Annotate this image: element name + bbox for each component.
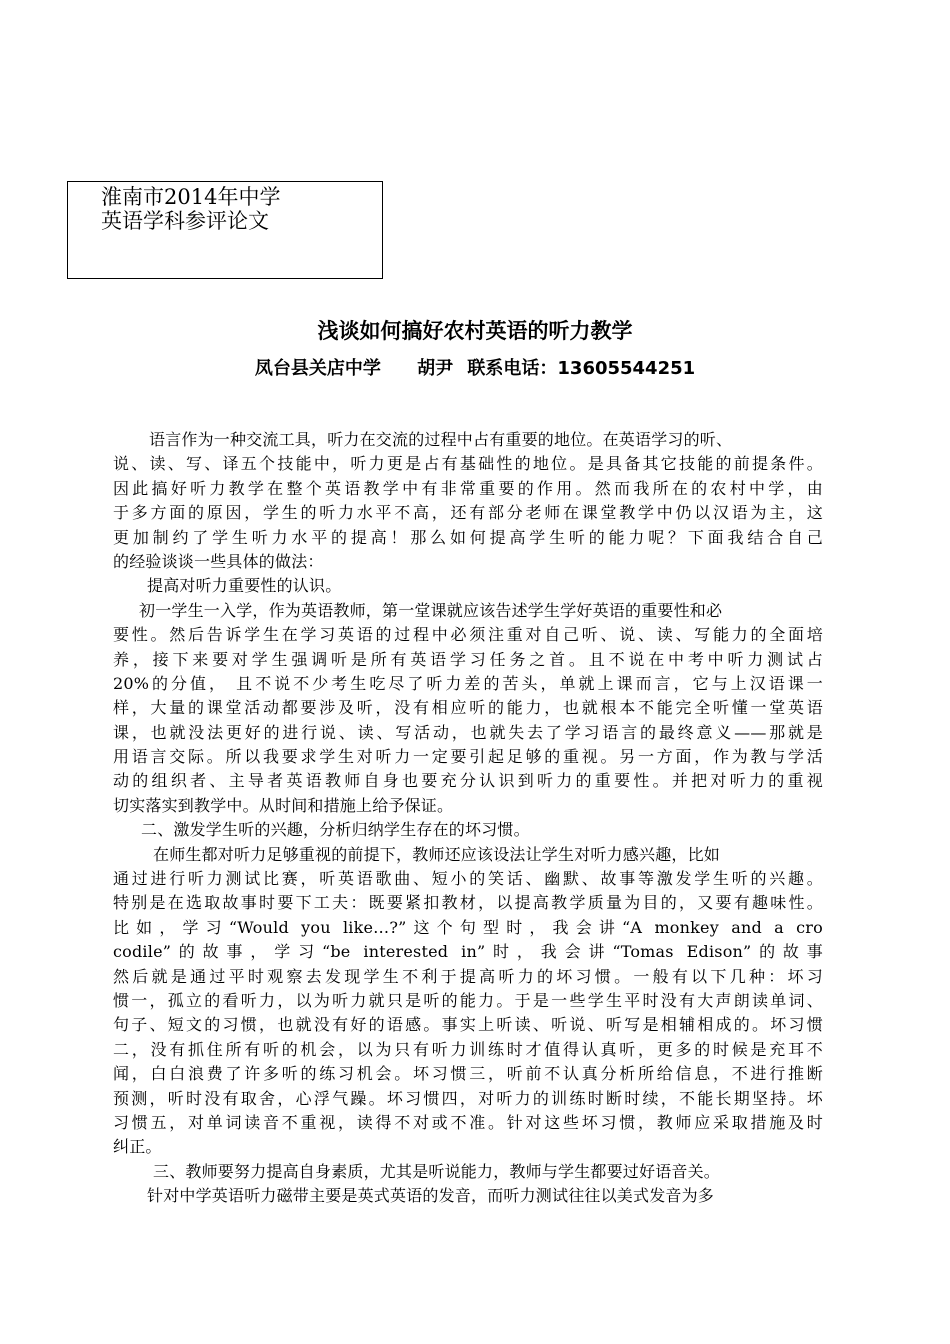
author-byline: [0, 355, 950, 383]
body-line: 20%的分值， 且不说不少考生吃尽了听力差的苦头，单就上课而言，它与上汉语课一: [113, 673, 823, 693]
body-line: 然后就是通过平时观察去发现学生不利于提高听力的坏习惯。一般有以下几种：坏习: [113, 966, 823, 986]
body-line: 闻，白白浪费了许多听的练习机会。坏习惯三，听前不认真分析所给信息，不进行推断: [113, 1064, 823, 1084]
body-line: 比如，学习“Would you like…?”这个句型时，我会讲“A monkey and a cro: [113, 917, 823, 937]
author-school: 凤台县关店中学: [254, 358, 381, 379]
body-line: 惯一，孤立的看听力，以为听力就只是听的能力。于是一些学生平时没有大声朗读单词、: [113, 990, 823, 1010]
body-line: 在师生都对听力足够重视的前提下，教师还应该设法让学生对听力感兴趣，比如: [153, 844, 721, 864]
body-line: 特别是在选取故事时要下工夫：既要紧扣教材，以提高教学质量为目的，又要有趣味性。: [113, 893, 823, 913]
body-line: 习惯五，对单词读音不重视，读得不对或不准。针对这些坏习惯，教师应采取措施及时: [113, 1112, 823, 1132]
body-line: 预测，听时没有取舍，心浮气躁。坏习惯四，对听力的训练时断时续，不能长期坚持。坏: [113, 1088, 823, 1108]
label-line-2: 英语学科参评论文: [101, 209, 269, 233]
body-line: 通过进行听力测试比赛，听英语歌曲、短小的笑话、幽默、故事等激发学生听的兴趣。: [113, 869, 823, 889]
section-heading: 提高对听力重要性的认识。: [147, 576, 342, 596]
body-line: 更加制约了学生听力水平的提高！那么如何提高学生听的能力呢？下面我结合自己: [113, 527, 823, 547]
author-name: 胡尹: [417, 358, 454, 379]
body-line: 针对中学英语听力磁带主要是英式英语的发音，而听力测试往往以美式发音为多: [147, 1186, 715, 1206]
body-line: 要性。然后告诉学生在学习英语的过程中必须注重对自己听、说、读、写能力的全面培: [113, 625, 823, 645]
section-heading: 二、激发学生听的兴趣，分析归纳学生存在的坏习惯。: [141, 820, 530, 840]
body-line: 因此搞好听力教学在整个英语教学中有非常重要的作用。然而我所在的农村中学，由: [113, 478, 823, 498]
body-line: 课，也就没法更好的进行说、读、写活动，也就失去了学习语言的最终意义——那就是: [113, 722, 823, 742]
body-line: 语言作为一种交流工具，听力在交流的过程中占有重要的地位。在英语学习的听、: [149, 430, 733, 449]
body-line: 初一学生一入学，作为英语教师，第一堂课就应该告述学生学好英语的重要性和必: [139, 600, 723, 620]
body-text: [113, 428, 823, 1209]
body-line: 说、读、写、译五个技能中，听力更是占有基础性的地位。是具备其它技能的前提条件。: [113, 454, 823, 474]
body-line: 句子、短文的习惯，也就没有好的语感。事实上听读、听说、听写是相辅相成的。坏习惯: [113, 1015, 823, 1035]
body-line: codile”的故事，学习“be interested in”时，我会讲“Tomas Edison”的故事: [113, 942, 823, 962]
submission-label-box: [67, 181, 383, 279]
body-line: 二，没有抓住所有听的机会，以为只有听力训练时才值得认真听，更多的时候是充耳不: [113, 1039, 823, 1059]
label-line-1: 淮南市2014年中学: [101, 185, 281, 209]
body-line: 于多方面的原因，学生的听力水平不高，还有部分老师在课堂教学中仍以汉语为主，这: [113, 503, 823, 523]
body-line: 养，接下来要对学生强调听是所有英语学习任务之首。且不说在中考中听力测试占: [113, 649, 823, 669]
document-title: 浅谈如何搞好农村英语的听力教学: [317, 319, 633, 343]
body-line: 纠正。: [113, 1137, 162, 1157]
body-line: 样，大量的课堂活动都要涉及听，没有相应听的能力，也就根本不能完全听懂一堂英语: [113, 698, 823, 718]
body-line: 的经验谈谈一些具体的做法：: [113, 551, 324, 571]
body-line: 用语言交际。所以我要求学生对听力一定要引起足够的重视。另一方面，作为教与学活: [113, 747, 823, 767]
author-contact: 联系电话：13605544251: [467, 358, 696, 379]
body-line: 动的组织者、主导者英语教师自身也要充分认识到听力的重要性。并把对听力的重视: [113, 771, 823, 791]
body-line: 切实落实到教学中。从时间和措施上给予保证。: [113, 795, 454, 815]
section-heading: 三、教师要努力提高自身素质，尤其是听说能力，教师与学生都要过好语音关。: [153, 1161, 721, 1181]
